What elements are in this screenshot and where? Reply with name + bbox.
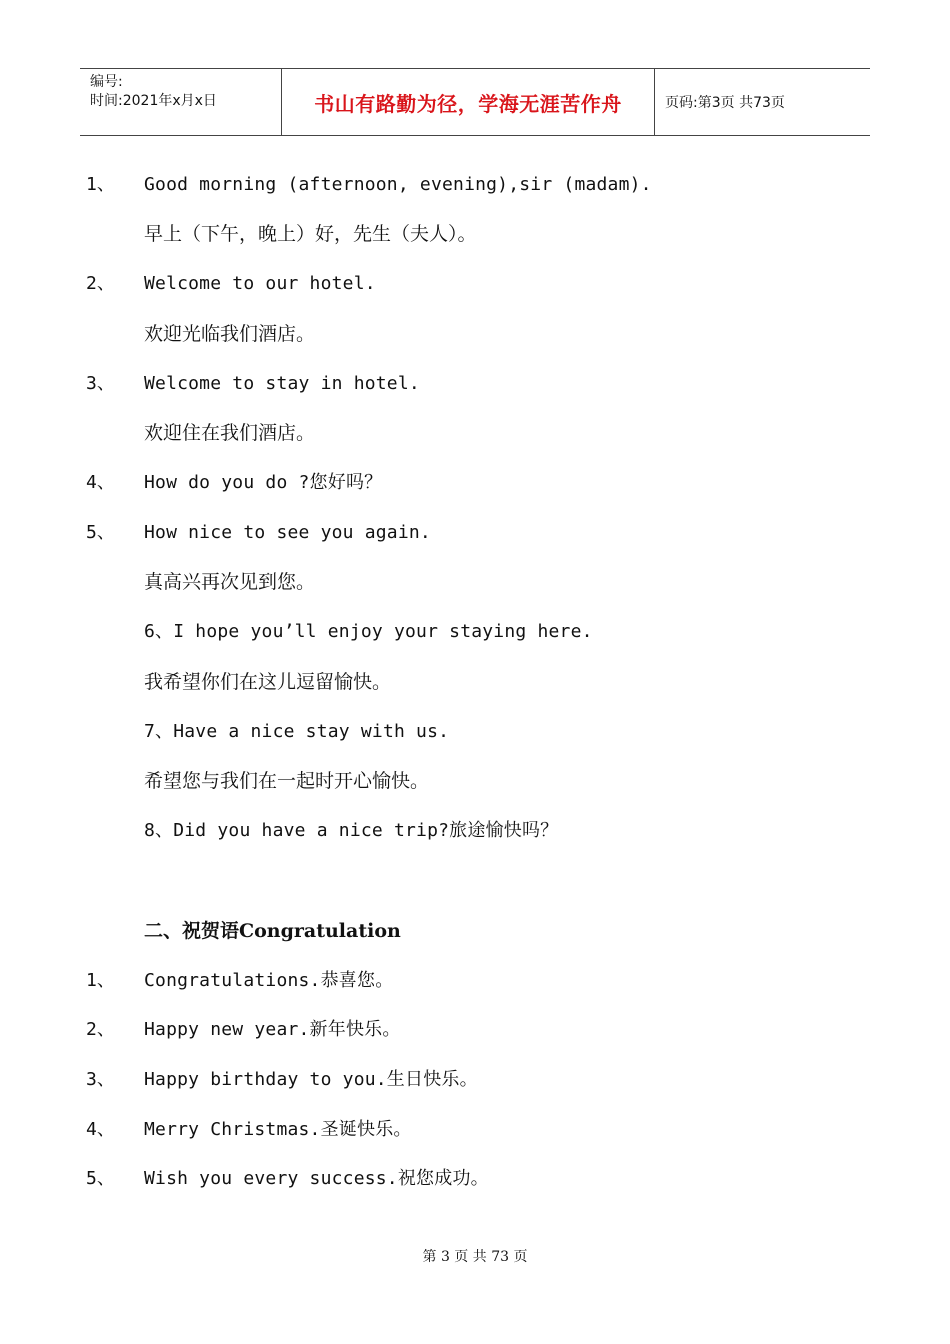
section-title: 二、祝贺语Congratulation xyxy=(144,920,401,942)
list-item-english: Welcome to stay in hotel. xyxy=(144,373,420,394)
list-item-number: 2、 xyxy=(86,1019,115,1040)
list-item-text: Congratulations.恭喜您。 xyxy=(144,970,394,991)
list-item-number: 4、 xyxy=(86,472,115,493)
header-page-info: 页码:第3页 共73页 xyxy=(665,95,785,111)
number-label: 编号: xyxy=(90,74,123,90)
header-motto: 书山有路勤为径，学海无涯苦作舟 xyxy=(282,69,655,135)
list-item-text: Wish you every success.祝您成功。 xyxy=(144,1168,489,1189)
list-item-number: 3、 xyxy=(86,1069,115,1090)
list-item-english: How do you do ?您好吗？ xyxy=(144,472,383,493)
list-item-number: 1、 xyxy=(86,970,115,991)
list-item-english: 7、Have a nice stay with us. xyxy=(144,721,450,742)
header-meta xyxy=(80,69,282,135)
list-item-chinese: 真高兴再次见到您。 xyxy=(144,571,316,593)
list-item-number: 5、 xyxy=(86,522,115,543)
list-item-number: 2、 xyxy=(86,273,115,294)
list-item-english: Good morning (afternoon, evening),sir (madam). xyxy=(144,174,652,195)
list-item-chinese: 我希望你们在这儿逗留愉快。 xyxy=(144,671,392,693)
list-item-number: 1、 xyxy=(86,174,115,195)
list-item-text: Happy birthday to you.生日快乐。 xyxy=(144,1069,478,1090)
list-item-number: 3、 xyxy=(86,373,115,394)
list-item-english: 6、I hope you’ll enjoy your staying here. xyxy=(144,621,593,642)
list-item-text: Happy new year.新年快乐。 xyxy=(144,1019,401,1040)
list-item-english: Welcome to our hotel. xyxy=(144,273,376,294)
list-item-text: Merry Christmas.圣诞快乐。 xyxy=(144,1119,412,1140)
time-label: 时间:2021年x月x日 xyxy=(90,93,217,109)
list-item-chinese: 欢迎光临我们酒店。 xyxy=(144,323,316,345)
page-header xyxy=(80,68,870,136)
list-item-chinese: 早上（下午，晚上）好，先生（夫人）。 xyxy=(144,223,477,245)
list-item-number: 4、 xyxy=(86,1119,115,1140)
page-footer: 第 3 页 共 73 页 xyxy=(422,1249,528,1265)
list-item-english: 8、Did you have a nice trip?旅途愉快吗？ xyxy=(144,820,559,841)
list-item-chinese: 希望您与我们在一起时开心愉快。 xyxy=(144,770,430,792)
list-item-english: How nice to see you again. xyxy=(144,522,431,543)
list-item-number: 5、 xyxy=(86,1168,115,1189)
list-item-chinese: 欢迎住在我们酒店。 xyxy=(144,422,316,444)
